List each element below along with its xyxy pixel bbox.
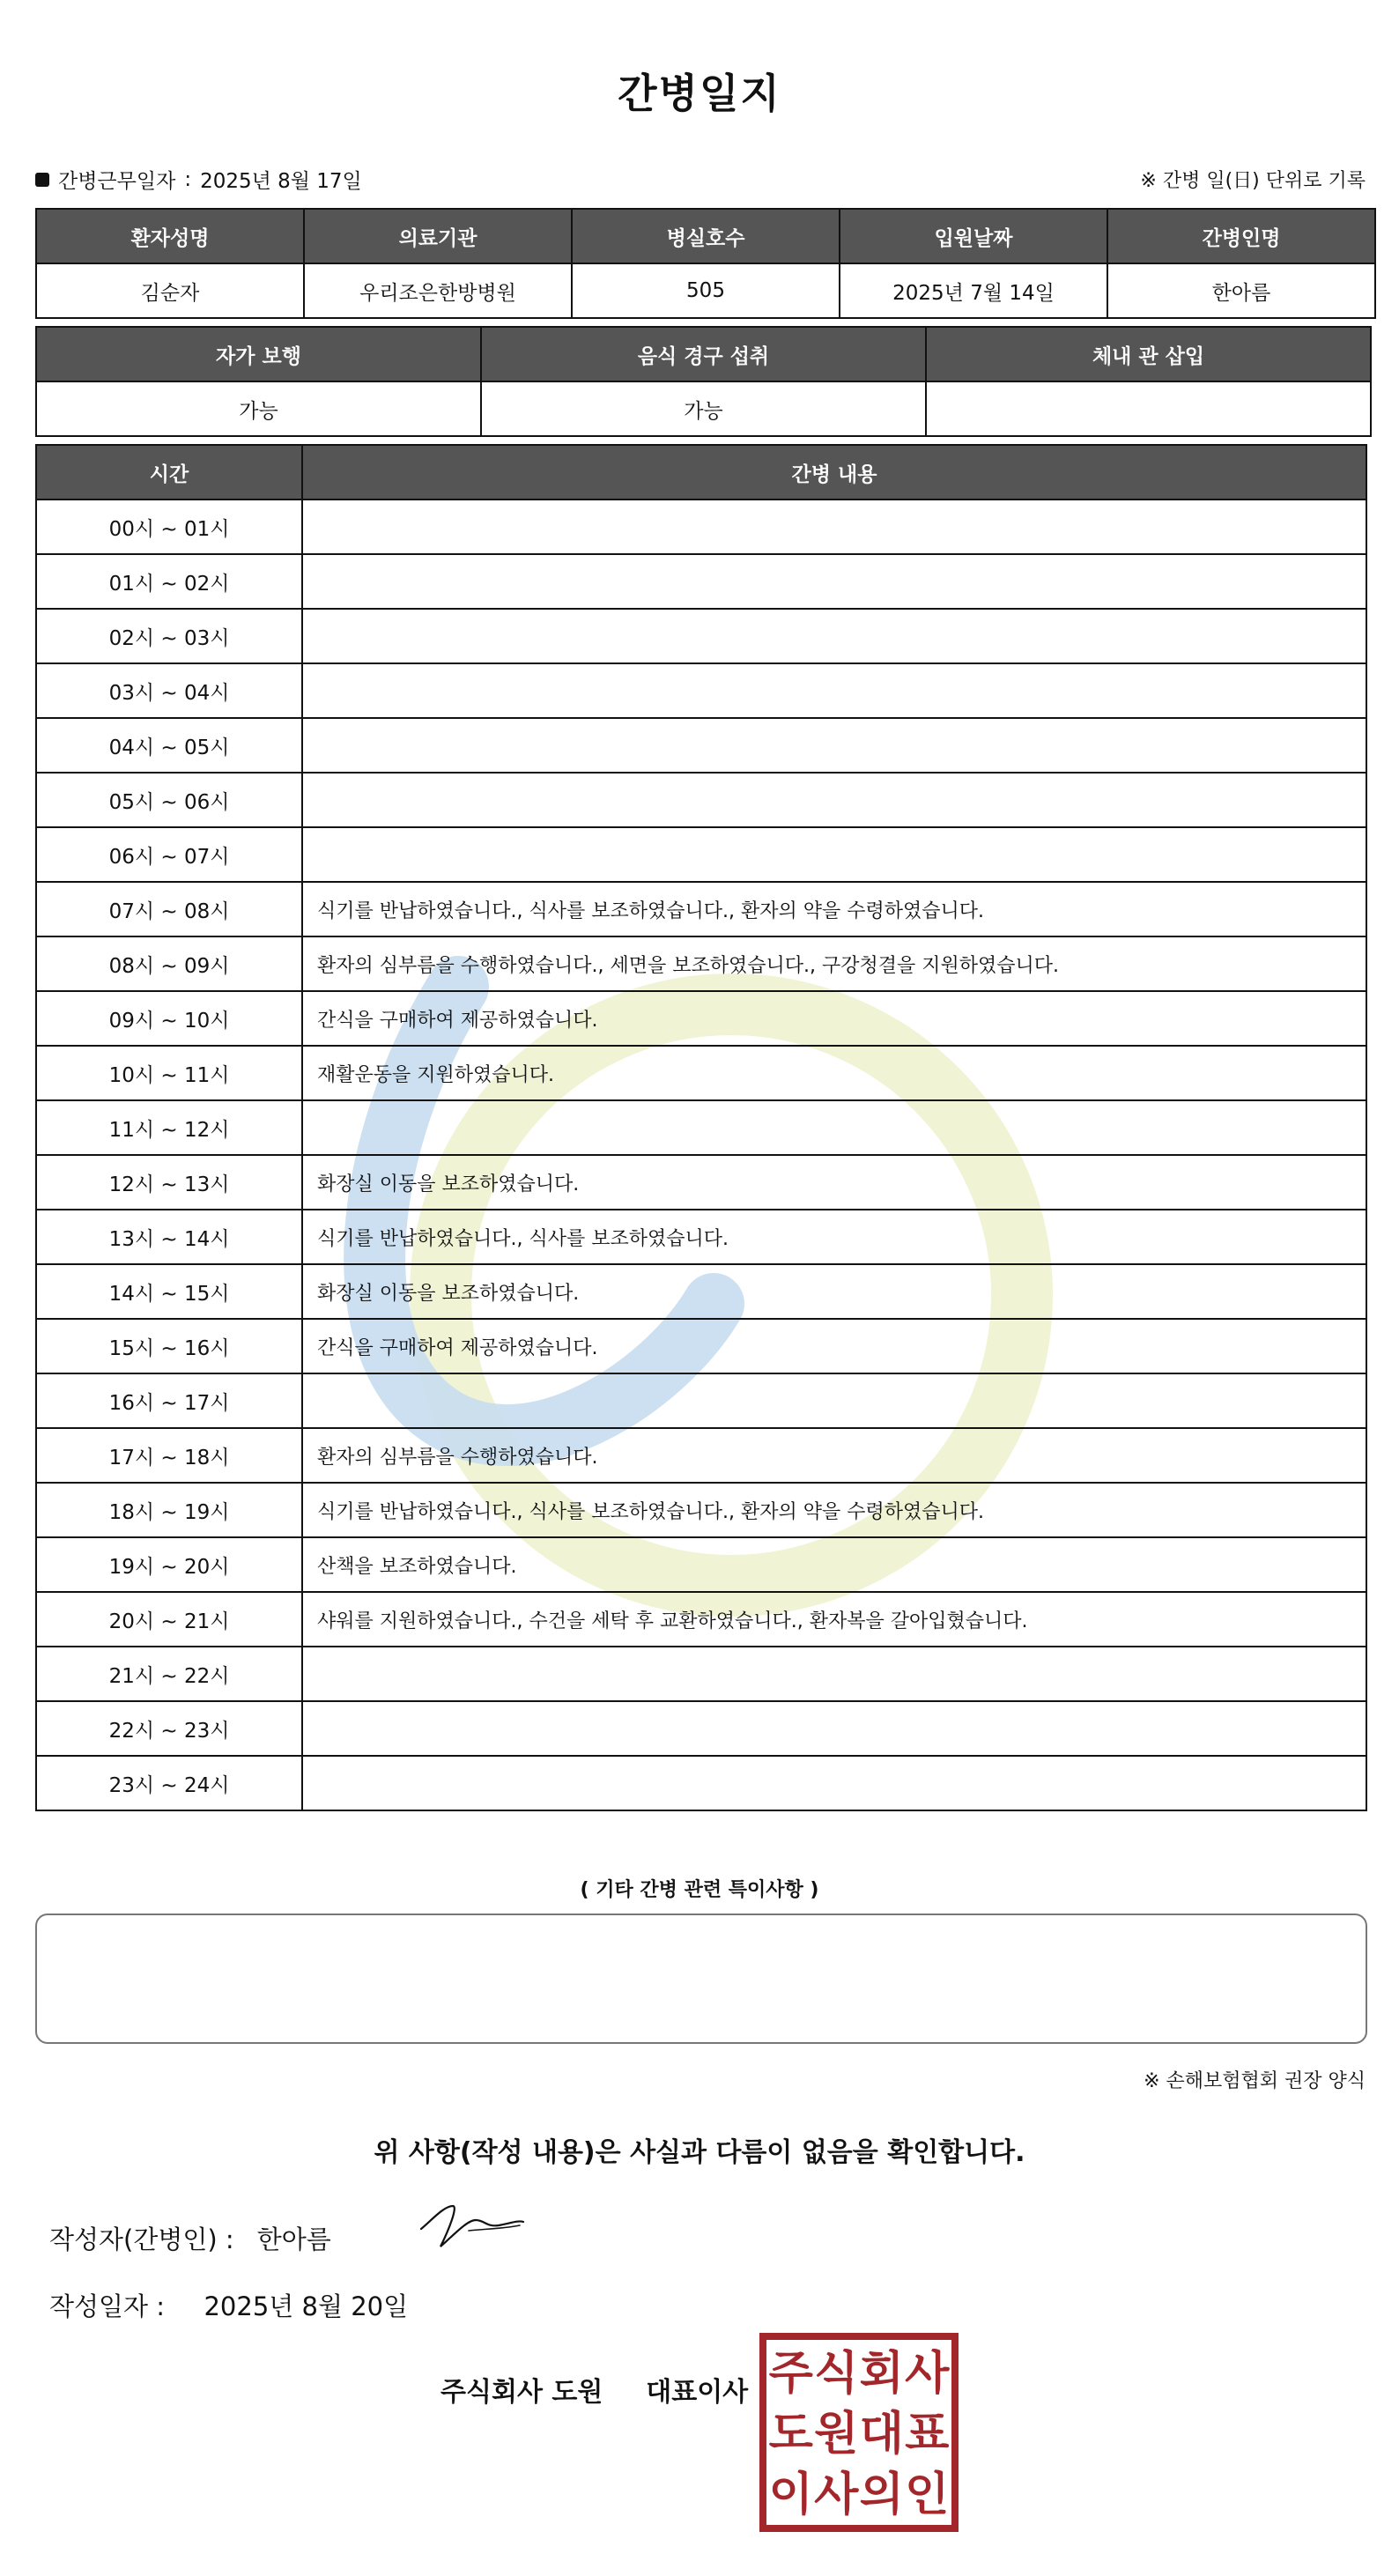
log-content-cell: 식기를 반납하였습니다., 식사를 보조하였습니다., 환자의 약을 수령하였습니다. — [302, 1483, 1366, 1537]
log-content-cell: 식기를 반납하였습니다., 식사를 보조하였습니다. — [302, 1210, 1366, 1264]
log-time-cell: 20시 ~ 21시 — [36, 1592, 302, 1647]
log-time-cell: 02시 ~ 03시 — [36, 609, 302, 663]
representative-title: 대표이사 — [646, 2377, 749, 2408]
log-time-cell: 23시 ~ 24시 — [36, 1756, 302, 1810]
seal-character: 원 — [814, 2408, 859, 2461]
seal-character: 의 — [859, 2468, 904, 2521]
seal-character: 사 — [905, 2347, 950, 2401]
log-content-cell — [302, 500, 1366, 554]
seal-character: 도 — [768, 2408, 813, 2461]
log-content-cell: 환자의 심부름을 수행하였습니다. — [302, 1428, 1366, 1483]
remarks-title: ( 기타 간병 관련 특이사항 ) — [580, 1879, 819, 1901]
company-seal-icon — [759, 2333, 959, 2532]
log-row — [36, 554, 1366, 609]
log-time-cell: 16시 ~ 17시 — [36, 1373, 302, 1428]
confirmation-statement: 위 사항(작성 내용)은 사실과 다름이 없음을 확인합니다. — [374, 2137, 1025, 2168]
log-row — [36, 1100, 1366, 1155]
log-row — [36, 1647, 1366, 1701]
log-content-cell: 화장실 이동을 보조하였습니다. — [302, 1155, 1366, 1210]
log-content-cell: 간식을 구매하여 제공하였습니다. — [302, 991, 1366, 1046]
header-time: 시간 — [36, 445, 302, 500]
log-content-cell: 재활운동을 지원하였습니다. — [302, 1046, 1366, 1100]
signature-icon — [414, 2194, 529, 2255]
seal-character: 대 — [859, 2408, 904, 2461]
log-time-cell: 06시 ~ 07시 — [36, 827, 302, 882]
log-time-cell: 08시 ~ 09시 — [36, 936, 302, 991]
log-content-cell — [302, 1647, 1366, 1701]
header-care-content: 간병 내용 — [302, 445, 1366, 500]
log-time-cell: 19시 ~ 20시 — [36, 1537, 302, 1592]
log-content-cell — [302, 1373, 1366, 1428]
log-time-cell: 05시 ~ 06시 — [36, 773, 302, 827]
log-time-cell: 12시 ~ 13시 — [36, 1155, 302, 1210]
caregiver-name: 한아름 — [1107, 263, 1375, 318]
written-date-value: 2025년 8월 20일 — [204, 2291, 409, 2321]
seal-character: 주 — [768, 2347, 813, 2401]
header-patient-name: 환자성명 — [36, 209, 304, 263]
log-content-cell: 환자의 심부름을 수행하였습니다., 세면을 보조하였습니다., 구강청결을 지원하였습니다. — [302, 936, 1366, 991]
log-time-cell: 22시 ~ 23시 — [36, 1701, 302, 1756]
log-row — [36, 773, 1366, 827]
log-header-row — [36, 445, 1366, 500]
log-row — [36, 991, 1366, 1046]
log-row — [36, 1756, 1366, 1810]
log-time-cell: 00시 ~ 01시 — [36, 500, 302, 554]
recommend-note: ※ 손해보험협회 권장 양식 — [1144, 2070, 1366, 2092]
log-content-cell: 샤워를 지원하였습니다., 수건을 세탁 후 교환하였습니다., 환자복을 갈아입혔습니다. — [302, 1592, 1366, 1647]
header-hospital: 의료기관 — [304, 209, 572, 263]
log-content-cell — [302, 663, 1366, 718]
written-date-label: 작성일자 : — [49, 2291, 166, 2321]
log-row — [36, 1701, 1366, 1756]
seal-character: 회 — [859, 2347, 904, 2401]
log-content-cell — [302, 1100, 1366, 1155]
log-row — [36, 1537, 1366, 1592]
log-time-cell: 13시 ~ 14시 — [36, 1210, 302, 1264]
admission-date: 2025년 7월 14일 — [840, 263, 1107, 318]
seal-character: 이 — [768, 2468, 813, 2521]
header-caregiver-name: 간병인명 — [1107, 209, 1375, 263]
unit-note: ※ 간병 일(日) 단위로 기록 — [1140, 170, 1366, 192]
written-date-line — [49, 2287, 408, 2323]
writer-name: 한아름 — [256, 2224, 331, 2254]
company-signature-line — [440, 2370, 748, 2409]
company-name: 주식회사 도원 — [440, 2377, 603, 2408]
log-row — [36, 663, 1366, 718]
hourly-care-log-table — [35, 444, 1367, 1811]
patient-ability-table — [35, 326, 1372, 437]
patient-info-header-row — [36, 209, 1375, 263]
ability-header-row — [36, 327, 1371, 381]
log-content-cell — [302, 1756, 1366, 1810]
log-content-cell: 식기를 반납하였습니다., 식사를 보조하였습니다., 환자의 약을 수령하였습니다. — [302, 882, 1366, 936]
log-row — [36, 827, 1366, 882]
patient-info-value-row — [36, 263, 1375, 318]
patient-info-table — [35, 208, 1376, 319]
log-row — [36, 609, 1366, 663]
patient-name: 김순자 — [36, 263, 304, 318]
tube-insertion-value — [926, 381, 1371, 436]
header-admission-date: 입원날짜 — [840, 209, 1107, 263]
log-row — [36, 1155, 1366, 1210]
hospital-name: 우리조은한방병원 — [304, 263, 572, 318]
seal-character: 표 — [905, 2408, 950, 2461]
header-room-number: 병실호수 — [572, 209, 840, 263]
log-row — [36, 1046, 1366, 1100]
work-date-separator: : — [184, 167, 192, 191]
seal-character: 인 — [905, 2468, 950, 2521]
log-content-cell — [302, 773, 1366, 827]
writer-label: 작성자(간병인) : — [49, 2224, 234, 2254]
log-time-cell: 07시 ~ 08시 — [36, 882, 302, 936]
log-row — [36, 1319, 1366, 1373]
square-bullet-icon — [35, 173, 49, 187]
log-row — [36, 1428, 1366, 1483]
oral-intake-value: 가능 — [481, 381, 926, 436]
log-content-cell — [302, 609, 1366, 663]
header-tube-insertion: 체내 관 삽입 — [926, 327, 1371, 381]
header-oral-intake: 음식 경구 섭취 — [481, 327, 926, 381]
log-time-cell: 10시 ~ 11시 — [36, 1046, 302, 1100]
page-title: 간병일지 — [618, 70, 781, 117]
log-time-cell: 01시 ~ 02시 — [36, 554, 302, 609]
log-row — [36, 936, 1366, 991]
log-time-cell: 04시 ~ 05시 — [36, 718, 302, 773]
log-row — [36, 718, 1366, 773]
log-row — [36, 882, 1366, 936]
log-time-cell: 21시 ~ 22시 — [36, 1647, 302, 1701]
log-row — [36, 1483, 1366, 1537]
room-number: 505 — [572, 263, 840, 318]
work-date — [35, 165, 362, 194]
work-date-value: 2025년 8월 17일 — [200, 170, 362, 193]
work-date-label: 간병근무일자 — [58, 170, 176, 193]
log-time-cell: 18시 ~ 19시 — [36, 1483, 302, 1537]
remarks-box — [35, 1913, 1367, 2044]
seal-character: 식 — [814, 2347, 859, 2401]
log-row — [36, 1210, 1366, 1264]
log-row — [36, 1264, 1366, 1319]
log-time-cell: 03시 ~ 04시 — [36, 663, 302, 718]
log-content-cell — [302, 1701, 1366, 1756]
ability-value-row — [36, 381, 1371, 436]
log-row — [36, 500, 1366, 554]
log-content-cell: 화장실 이동을 보조하였습니다. — [302, 1264, 1366, 1319]
self-walking-value: 가능 — [36, 381, 481, 436]
header-self-walking: 자가 보행 — [36, 327, 481, 381]
log-content-cell: 간식을 구매하여 제공하였습니다. — [302, 1319, 1366, 1373]
log-time-cell: 15시 ~ 16시 — [36, 1319, 302, 1373]
log-content-cell — [302, 554, 1366, 609]
log-time-cell: 14시 ~ 15시 — [36, 1264, 302, 1319]
writer-line — [49, 2220, 331, 2256]
log-time-cell: 09시 ~ 10시 — [36, 991, 302, 1046]
log-row — [36, 1373, 1366, 1428]
seal-character: 사 — [814, 2468, 859, 2521]
log-content-cell — [302, 718, 1366, 773]
log-time-cell: 17시 ~ 18시 — [36, 1428, 302, 1483]
log-content-cell — [302, 827, 1366, 882]
log-row — [36, 1592, 1366, 1647]
log-content-cell: 산책을 보조하였습니다. — [302, 1537, 1366, 1592]
log-time-cell: 11시 ~ 12시 — [36, 1100, 302, 1155]
